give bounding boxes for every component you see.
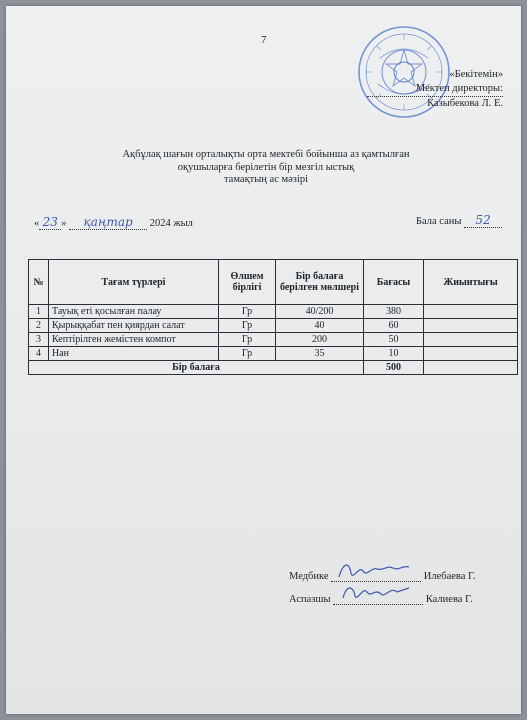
- header-unit: Өлшем бірлігі: [219, 260, 276, 305]
- nurse-name: Илебаева Г.: [423, 571, 476, 582]
- footer-total: [424, 361, 518, 375]
- date-day: 23: [39, 215, 61, 230]
- menu-table: [28, 259, 518, 375]
- row-unit: Гр: [219, 305, 276, 319]
- table-footer-row: [29, 361, 518, 375]
- header-dish: Тағам түрлері: [49, 260, 219, 305]
- row-unit: Гр: [219, 319, 276, 333]
- date-open-quote: «: [34, 218, 40, 229]
- row-number: 3: [29, 333, 49, 347]
- row-number: 1: [29, 305, 49, 319]
- cook-role: Аспазшы: [289, 594, 331, 605]
- date-close-quote: »: [61, 218, 67, 229]
- header-price: Бағасы: [364, 260, 424, 305]
- children-count-label: Бала саны: [416, 216, 462, 227]
- row-amount: 40/200: [276, 305, 364, 319]
- approval-position: Мектеп директоры:: [415, 83, 503, 94]
- children-count: [416, 213, 502, 228]
- row-dish: Кептірілген жемістен компот: [49, 333, 219, 347]
- row-amount: 40: [276, 319, 364, 333]
- header-total: Жиынтығы: [424, 260, 518, 305]
- nurse-signature-scribble: [333, 559, 413, 581]
- cook-signature-line: [289, 592, 473, 605]
- row-amount: 200: [276, 333, 364, 347]
- footer-label: Бір балаға: [29, 361, 364, 375]
- nurse-role: Медбике: [289, 571, 329, 582]
- footer-price: 500: [364, 361, 424, 375]
- cook-signature: [333, 592, 423, 605]
- row-unit: Гр: [219, 333, 276, 347]
- cook-name: Калиева Г.: [425, 594, 473, 605]
- document-title: [66, 149, 466, 187]
- table-header-row: [29, 260, 518, 305]
- row-price: 380: [364, 305, 424, 319]
- cook-signature-scribble: [335, 582, 415, 604]
- row-dish: Тауық еті қосылған палау: [49, 305, 219, 319]
- row-total: [424, 319, 518, 333]
- row-number: 4: [29, 347, 49, 361]
- date-line: [34, 215, 193, 230]
- row-number: 2: [29, 319, 49, 333]
- row-unit: Гр: [219, 347, 276, 361]
- approval-block: [367, 68, 503, 111]
- date-month: қаңтар: [69, 215, 147, 230]
- approval-name: Казыбекова Л. Е.: [367, 96, 503, 111]
- title-line-3: тамақтың ас мәзірі: [223, 174, 309, 185]
- page-number: 7: [261, 34, 267, 46]
- title-line-1: Ақбұлақ шағын орталықты орта мектебі бойынша аз қамтылған: [122, 149, 410, 160]
- header-number: №: [29, 260, 49, 305]
- row-total: [424, 333, 518, 347]
- title-line-2: оқушыларға берілетін бір мезгіл ыстық: [177, 161, 355, 173]
- row-total: [424, 347, 518, 361]
- row-price: 50: [364, 333, 424, 347]
- date-year: 2024 жыл: [149, 218, 193, 229]
- row-dish: Қырыққабат пен қиярдан салат: [49, 319, 219, 333]
- document-page: [6, 6, 521, 714]
- table-row: [29, 319, 518, 333]
- row-price: 10: [364, 347, 424, 361]
- table-row: [29, 333, 518, 347]
- row-total: [424, 305, 518, 319]
- nurse-signature-line: [289, 569, 476, 582]
- approval-heading: «Бекітемін»: [449, 69, 503, 80]
- table-row: [29, 305, 518, 319]
- header-amount: Бір балаға берілген мөлшері: [276, 260, 364, 305]
- row-dish: Нан: [49, 347, 219, 361]
- table-row: [29, 347, 518, 361]
- nurse-signature: [331, 569, 421, 582]
- children-count-value: 52: [464, 213, 502, 228]
- row-amount: 35: [276, 347, 364, 361]
- row-price: 60: [364, 319, 424, 333]
